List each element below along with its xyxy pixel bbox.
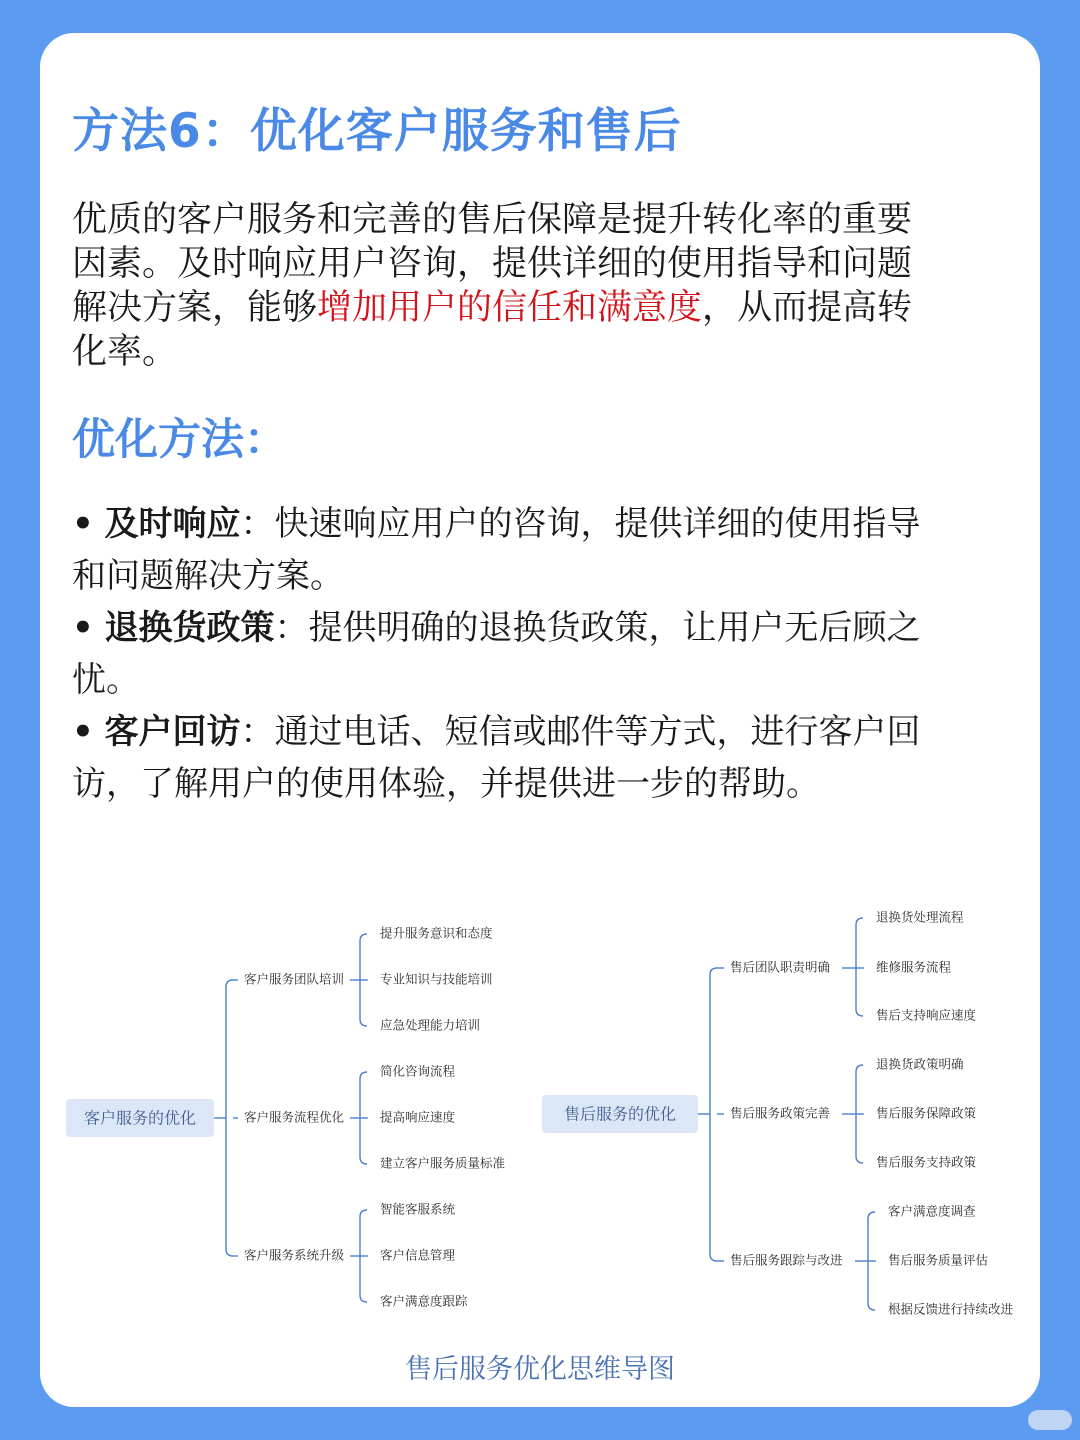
intro-highlight: 增加用户的信任和满意度 <box>317 288 703 328</box>
mind-map-diagram <box>0 880 1080 1340</box>
method-list <box>72 498 952 810</box>
leaf-node-label: 客户满意度跟踪 <box>380 1293 468 1309</box>
section-subtitle: 优化方法： <box>72 415 287 465</box>
branch-node-label: 售后服务跟踪与改进 <box>730 1252 843 1268</box>
method-desc: ：提供明确的退换货政策，让用户无后顾之忧。 <box>72 608 921 700</box>
mind-map-caption: 售后服务优化思维导图 <box>405 1354 675 1385</box>
leaf-node-label: 退换货政策明确 <box>876 1056 964 1072</box>
leaf-node-label: 售后服务质量评估 <box>888 1252 989 1268</box>
leaf-node-label: 客户信息管理 <box>380 1247 456 1263</box>
method-item <box>72 602 952 706</box>
leaf-node-label: 建立客户服务质量标准 <box>380 1155 506 1171</box>
leaf-node-label: 售后服务保障政策 <box>876 1105 977 1121</box>
branch-node-label: 售后服务政策完善 <box>730 1105 831 1121</box>
leaf-node-label: 退换货处理流程 <box>876 909 964 925</box>
connector-bracket <box>710 968 717 1261</box>
root-node-label: 客户服务的优化 <box>83 1108 197 1128</box>
branch-node-label: 客户服务团队培训 <box>244 971 345 987</box>
method-term: 退换货政策 <box>104 608 275 648</box>
leaf-node-label: 应急处理能力培训 <box>380 1017 481 1033</box>
bullet-dot: • <box>72 608 94 648</box>
leaf-node-label: 智能客服系统 <box>380 1201 456 1217</box>
watermark-logo <box>1028 1410 1072 1430</box>
root-node-label: 售后服务的优化 <box>563 1104 677 1124</box>
intro-paragraph <box>72 198 942 374</box>
leaf-node-label: 简化咨询流程 <box>380 1063 456 1079</box>
branch-node-label: 客户服务系统升级 <box>244 1247 345 1263</box>
method-item <box>72 498 952 602</box>
method-term: 及时响应 <box>104 504 241 544</box>
leaf-node-label: 售后支持响应速度 <box>876 1007 977 1023</box>
bullet-dot: • <box>72 712 94 752</box>
intro-text-before: 优质的客户服务和完善的售后保障是提升转化率的重要因素。及时响应用户咨询，提供详细的使用指导和问题解决方案，能够 <box>72 200 913 328</box>
connector-bracket <box>226 980 233 1256</box>
method-desc: ：通过电话、短信或邮件等方式，进行客户回访，了解用户的使用体验，并提供进一步的帮助。 <box>72 712 921 804</box>
leaf-node-label: 提高响应速度 <box>380 1109 456 1125</box>
method-term: 客户回访 <box>104 712 241 752</box>
leaf-node-label: 维修服务流程 <box>876 959 952 975</box>
branch-node-label: 客户服务流程优化 <box>244 1109 345 1125</box>
method-desc: ：快速响应用户的咨询，提供详细的使用指导和问题解决方案。 <box>72 504 921 596</box>
leaf-node-label: 提升服务意识和态度 <box>380 925 493 941</box>
leaf-node-label: 售后服务支持政策 <box>876 1154 977 1170</box>
branch-node-label: 售后团队职责明确 <box>730 959 831 975</box>
method-item <box>72 706 952 810</box>
bullet-dot: • <box>72 504 94 544</box>
intro-text-after: ，从而提高转化率。 <box>72 288 913 372</box>
leaf-node-label: 客户满意度调查 <box>888 1203 976 1219</box>
leaf-node-label: 专业知识与技能培训 <box>380 971 493 987</box>
leaf-node-label: 根据反馈进行持续改进 <box>888 1301 1014 1317</box>
connector-bracket <box>856 918 863 1016</box>
page-title: 方法6：优化客户服务和售后 <box>72 104 682 159</box>
